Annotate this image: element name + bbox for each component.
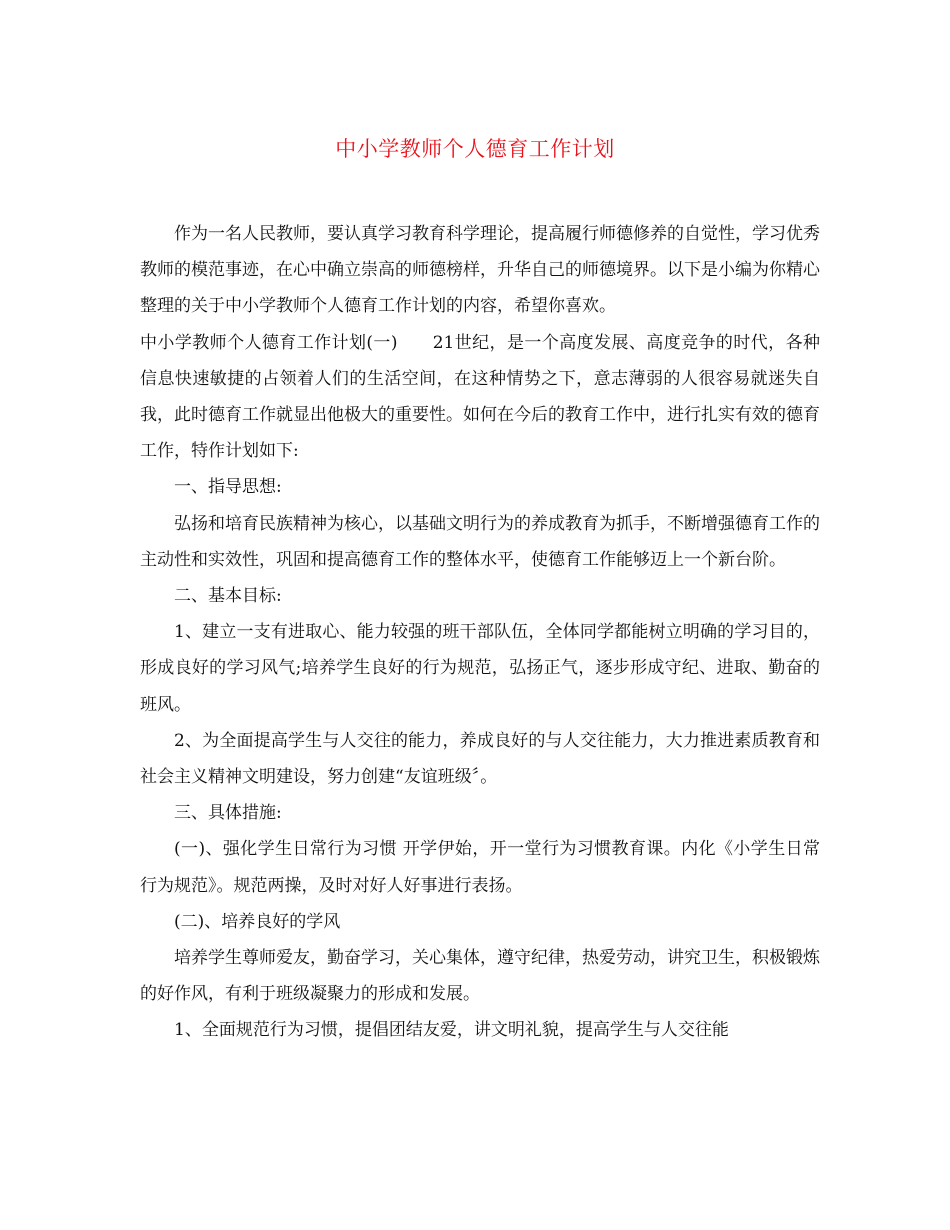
document-title: 中小学教师个人德育工作计划 <box>335 137 615 161</box>
heading-measures: 三、具体措施: <box>174 803 282 824</box>
heading-basic-goals: 二、基本目标: <box>174 586 282 607</box>
document-body <box>140 216 820 1049</box>
paragraph-intro: 作为一名人民教师，要认真学习教育科学理论，提高履行师德修养的自觉性，学习优秀教师的模范事迹，在心中确立崇高的师德榜样，升华自己的师德境界。以下是小编为你精心整理的关于中小学教师个人德育工作计划的内容，希望你喜欢。 <box>140 224 820 317</box>
paragraph-plan-one: 中小学教师个人德育工作计划(一) 21世纪，是一个高度发展、高度竞争的时代，各种信息快速敏捷的占领着人们的生活空间，在这种情势之下，意志薄弱的人很容易就迷失自我，此时德育工作就显出他极大的重要性。如何在今后的教育工作中，进行扎实有效的德育工作，特作计划如下: <box>140 332 820 462</box>
paragraph-goal-2: 2、为全面提高学生与人交往的能力，养成良好的与人交往能力，大力推进素质教育和社会主义精神文明建设，努力创建“友谊班级〞。 <box>140 730 820 788</box>
paragraph-study-style: 培养学生尊师爱友，勤奋学习，关心集体，遵守纪律，热爱劳动，讲究卫生，积极锻炼的好作风，有利于班级凝聚力的形成和发展。 <box>140 948 820 1005</box>
paragraph-goal-1: 1、建立一支有进取心、能力较强的班干部队伍，全体同学都能树立明确的学习目的，形成良好的学习风气;培养学生良好的行为规范，弘扬正气，逐步形成守纪、进取、勤奋的班风。 <box>140 622 820 715</box>
paragraph-item-1: 1、全面规范行为习惯，提倡团结友爱，讲文明礼貌，提高学生与人交往能 <box>174 1020 729 1041</box>
heading-study-style: (二)、培养良好的学风 <box>174 911 341 932</box>
paragraph-measure-1: (一)、强化学生日常行为习惯 开学伊始，开一堂行为习惯教育课。内化《小学生日常行为规范》。规范两操，及时对好人好事进行表扬。 <box>140 839 820 896</box>
paragraph-guiding-thought: 弘扬和培育民族精神为核心，以基础文明行为的养成教育为抓手，不断增强德育工作的主动性和实效性，巩固和提高德育工作的整体水平，使德育工作能够迈上一个新台阶。 <box>140 513 820 570</box>
heading-guiding-thought: 一、指导思想: <box>174 477 282 498</box>
